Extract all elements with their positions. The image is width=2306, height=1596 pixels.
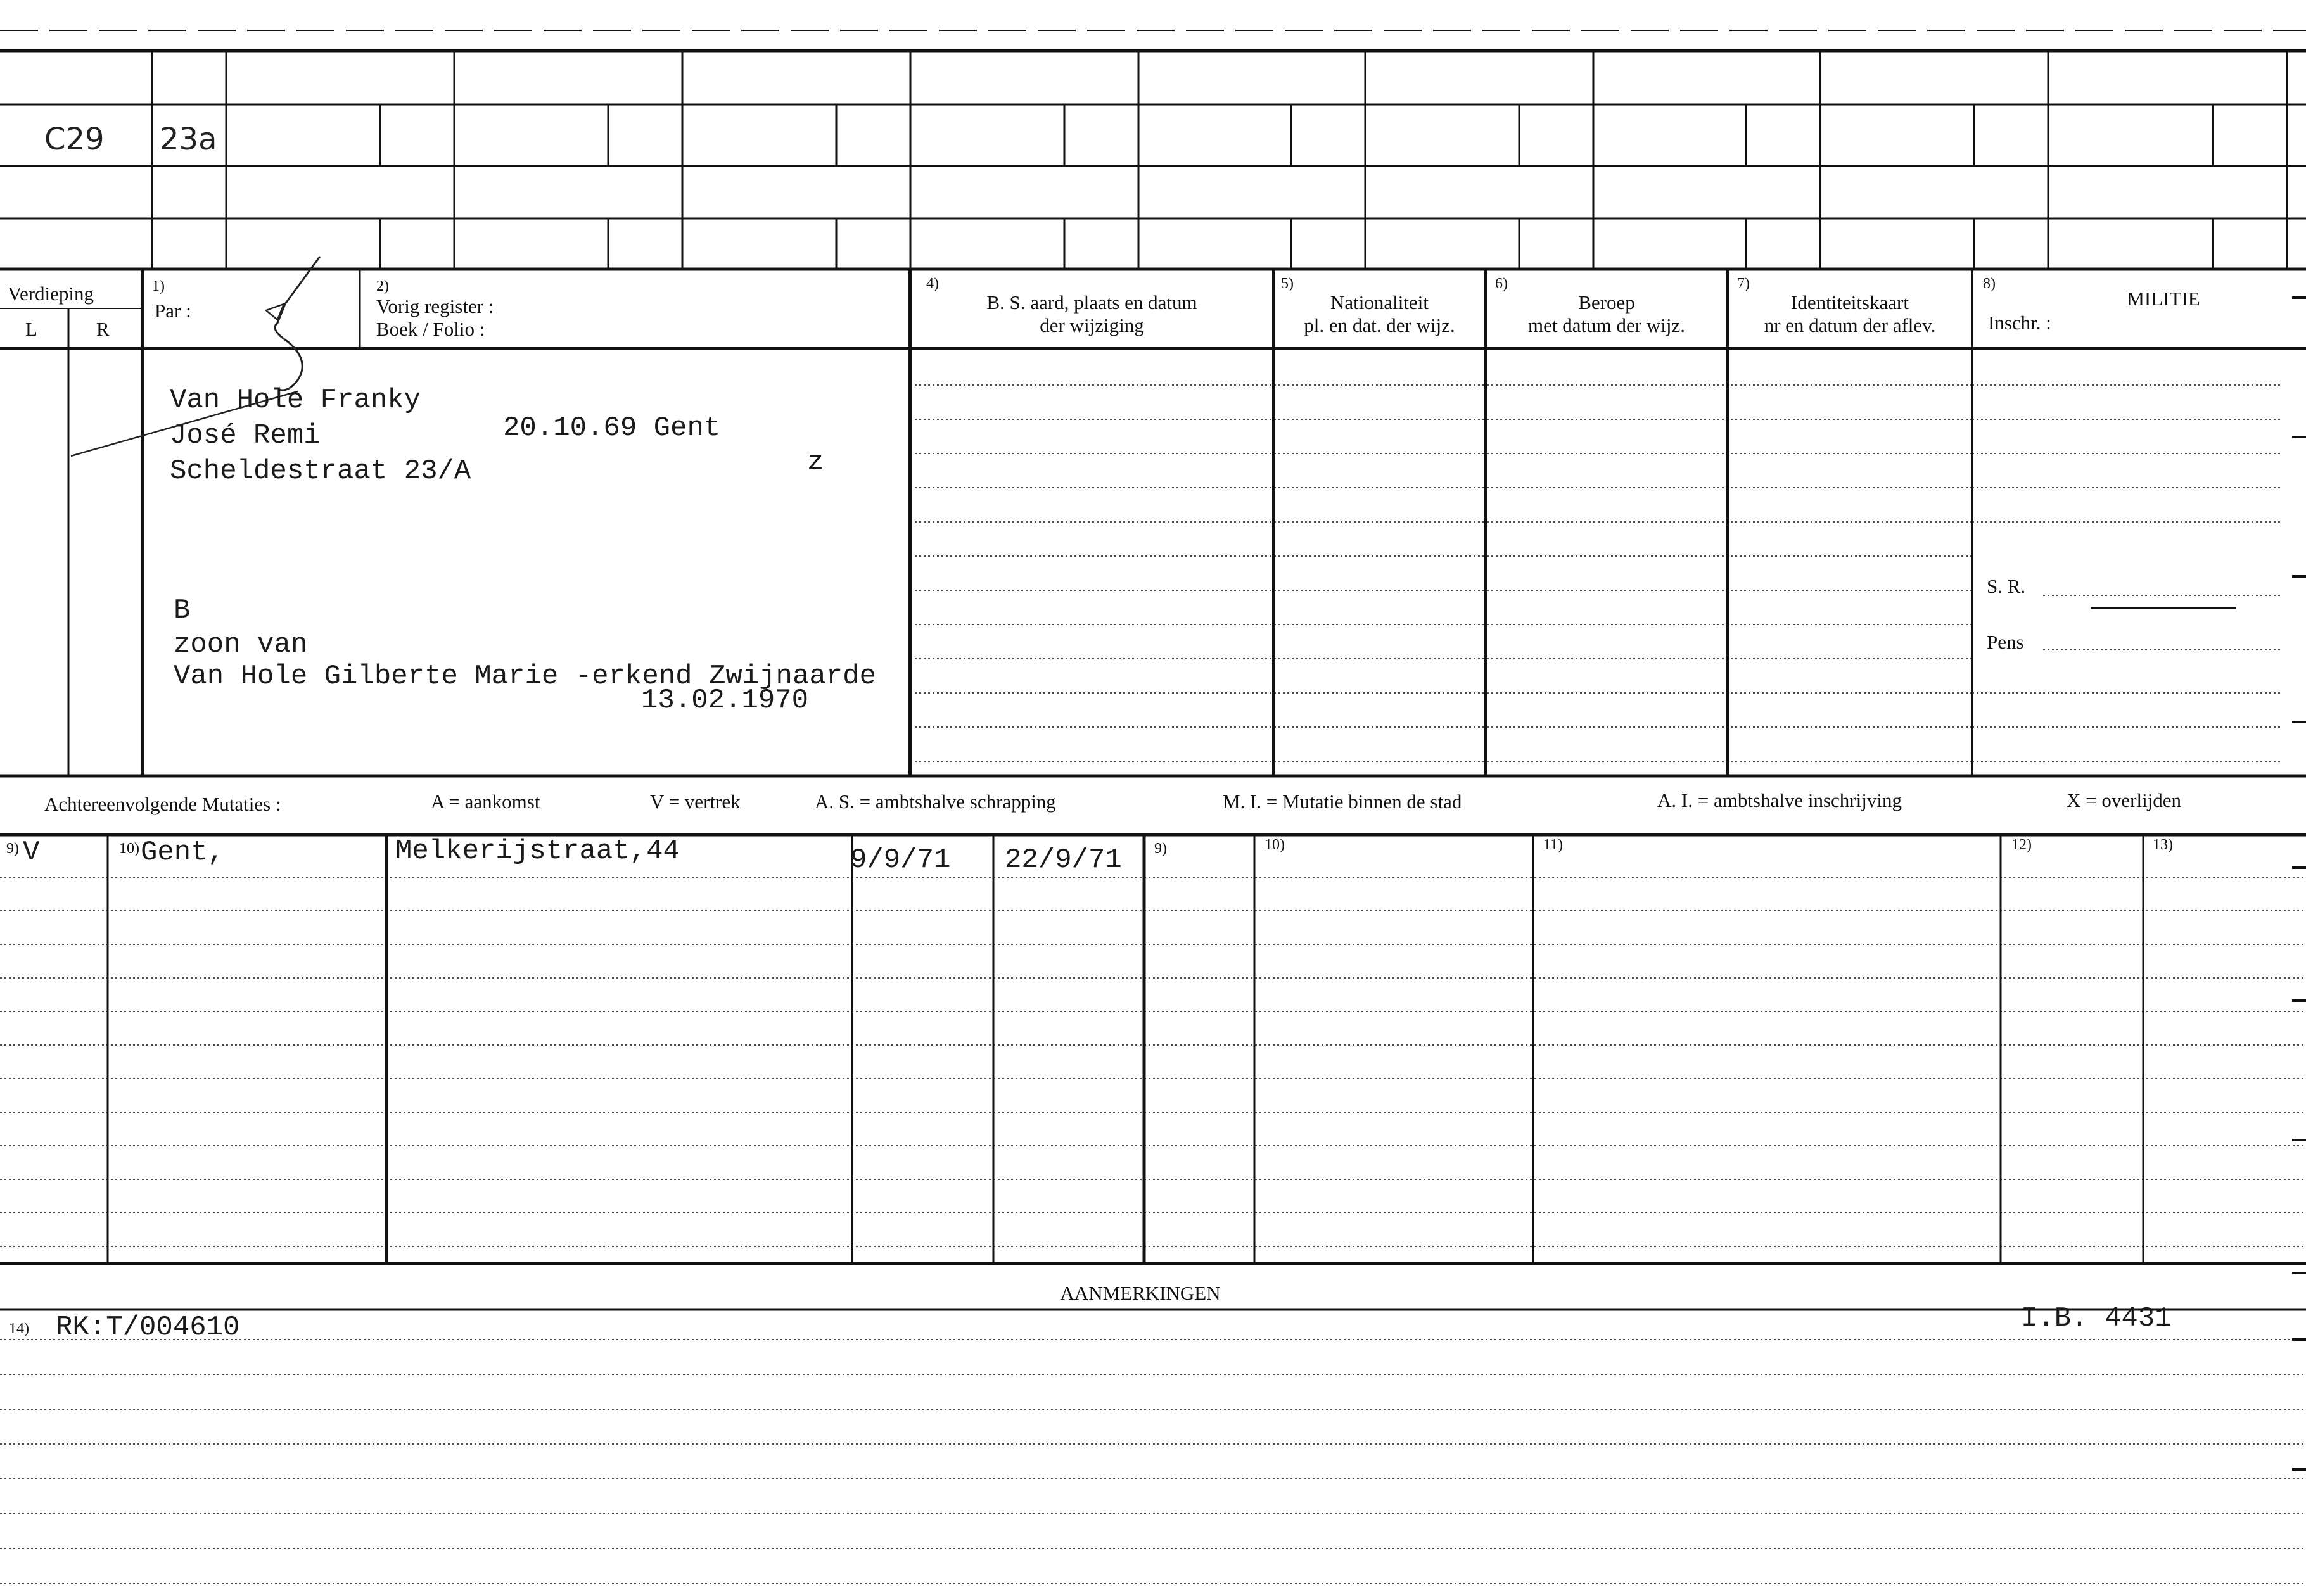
col1-number: 1) bbox=[152, 278, 165, 294]
person-relation: zoon van bbox=[174, 629, 308, 661]
book-folio-label: Boek / Folio : bbox=[376, 318, 485, 340]
mutation-col10-number: 10) bbox=[119, 840, 139, 857]
militia-inscription: Inschr. : bbox=[1988, 312, 2051, 334]
mutation-city: Gent, bbox=[141, 837, 225, 868]
person-name: Van Hole Franky bbox=[170, 384, 421, 416]
mutation-type: V bbox=[23, 837, 40, 868]
profession-label: Beroep bbox=[1578, 291, 1635, 314]
previous-register-label: Vorig register : bbox=[376, 295, 494, 317]
legend-departure: V = vertrek bbox=[650, 790, 741, 813]
militia-title: MILITIE bbox=[2127, 288, 2200, 310]
col4-label-line2: der wijziging bbox=[1040, 314, 1144, 336]
floor-right: R bbox=[96, 318, 110, 340]
legend-city-mutation: M. I. = Mutatie binnen de stad bbox=[1223, 790, 1462, 813]
person-letter-b: B bbox=[174, 595, 191, 626]
col6-number: 6) bbox=[1495, 276, 1508, 292]
id-card-label: Identiteitskaart bbox=[1791, 291, 1909, 314]
mutation-col13-number: 13) bbox=[2153, 837, 2173, 853]
col4-number: 4) bbox=[926, 276, 939, 292]
nationality-sub: pl. en dat. der wijz. bbox=[1304, 314, 1455, 336]
remarks-number: 14) bbox=[9, 1320, 29, 1337]
militia-pens: Pens bbox=[1987, 631, 2024, 653]
col1-label: Par : bbox=[155, 300, 191, 322]
mutation-col11-number: 11) bbox=[1543, 837, 1564, 853]
legend-official-removal: A. S. = ambtshalve schrapping bbox=[815, 790, 1056, 813]
person-address: Scheldestraat 23/A bbox=[170, 455, 471, 487]
mutation-col9b-number: 9) bbox=[1154, 840, 1167, 857]
nationality-label: Nationaliteit bbox=[1330, 291, 1429, 314]
person-parent: Van Hole Gilberte Marie -erkend Zwijnaarde bbox=[174, 661, 876, 692]
remarks-ib-number: I.B. 4431 bbox=[2021, 1303, 2172, 1334]
mutation-col12-number: 12) bbox=[2011, 837, 2032, 853]
col5-number: 5) bbox=[1281, 276, 1294, 292]
mutation-date-2: 22/9/71 bbox=[1005, 844, 1122, 876]
person-recognition-date: 13.02.1970 bbox=[641, 685, 809, 716]
register-code: C29 bbox=[44, 122, 105, 157]
id-card-sub: nr en datum der aflev. bbox=[1764, 314, 1936, 336]
floor-label: Verdieping bbox=[8, 282, 94, 305]
col4-label-line1: B. S. aard, plaats en datum bbox=[986, 291, 1197, 314]
register-number: 23a bbox=[160, 122, 217, 157]
mutations-legend-title: Achtereenvolgende Mutaties : bbox=[44, 793, 281, 815]
legend-official-registration: A. I. = ambtshalve inschrijving bbox=[1657, 789, 1902, 811]
floor-left: L bbox=[25, 318, 37, 340]
remarks-title: AANMERKINGEN bbox=[1060, 1282, 1221, 1304]
mutation-street: Melkerijstraat,44 bbox=[395, 835, 680, 867]
remarks-reference: RK:T/004610 bbox=[56, 1312, 240, 1343]
legend-arrival: A = aankomst bbox=[431, 790, 540, 813]
person-mark-z: z bbox=[807, 446, 824, 478]
militia-sr: S. R. bbox=[1987, 575, 2026, 597]
profession-sub: met datum der wijz. bbox=[1528, 314, 1685, 336]
mutation-col9-number: 9) bbox=[6, 840, 19, 857]
col7-number: 7) bbox=[1737, 276, 1750, 292]
legend-death: X = overlijden bbox=[2067, 789, 2182, 811]
mutation-col10b-number: 10) bbox=[1264, 837, 1285, 853]
col2-number: 2) bbox=[376, 278, 389, 294]
person-given-names: José Remi bbox=[170, 420, 321, 452]
mutation-date-1: 9/9/71 bbox=[850, 844, 951, 876]
person-birth: 20.10.69 Gent bbox=[503, 412, 721, 444]
col8-number: 8) bbox=[1983, 276, 1996, 292]
